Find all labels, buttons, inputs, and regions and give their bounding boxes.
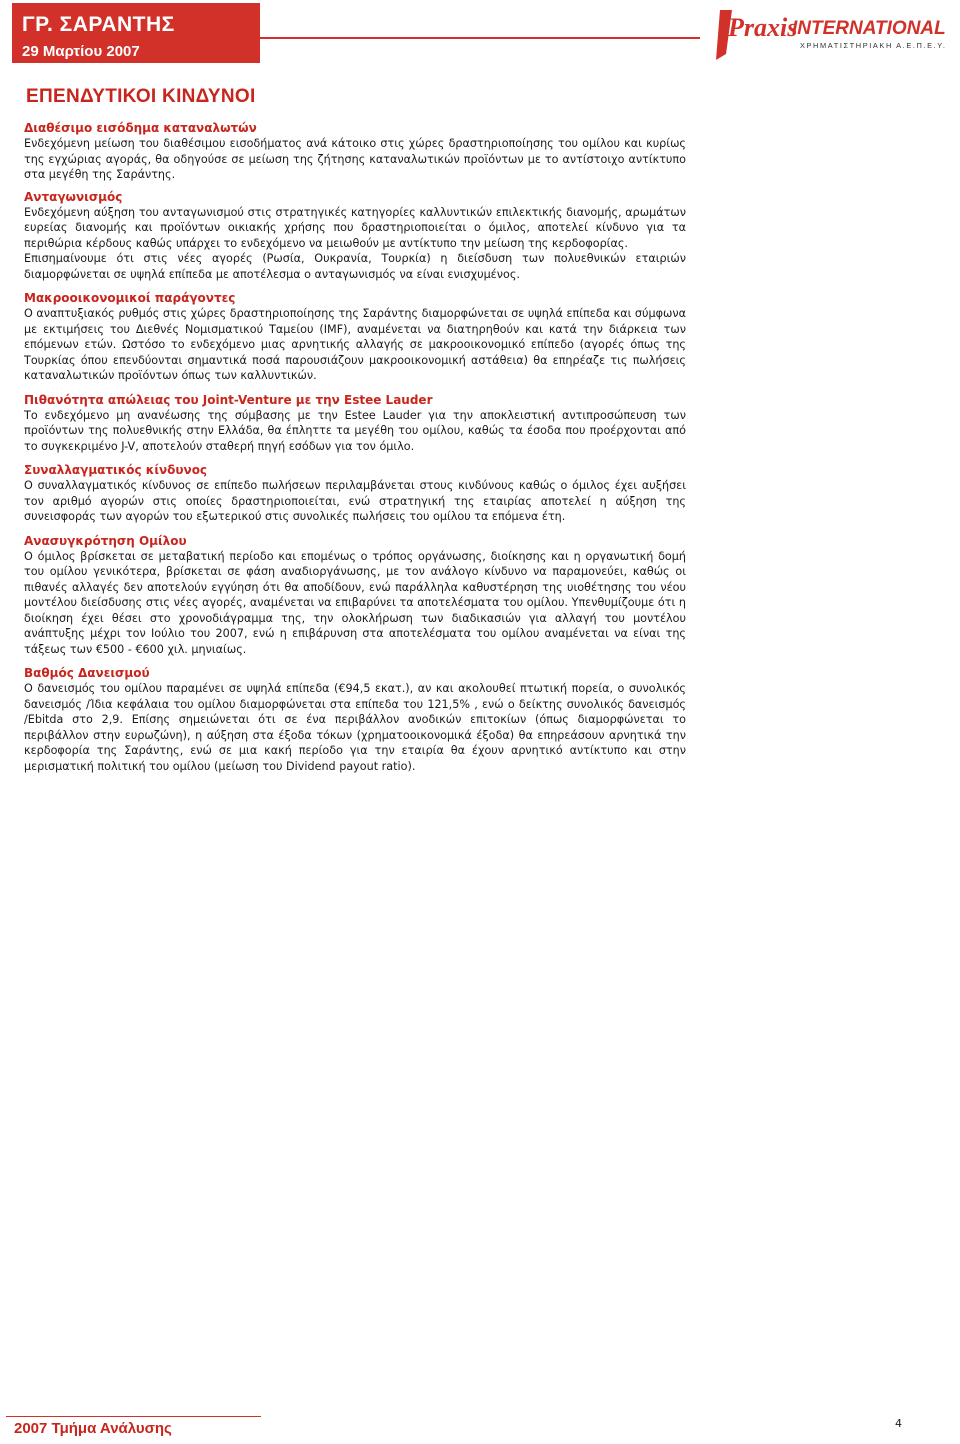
risk-section-disposable-income (24, 120, 686, 183)
header-banner (12, 3, 260, 63)
risk-heading: Ανταγωνισμός (24, 189, 123, 204)
logo-name: INTERNATIONAL (792, 18, 946, 39)
risk-sections (24, 120, 686, 774)
risk-heading: Μακροοικονομικοί παράγοντες (24, 291, 236, 305)
risk-section-macroeconomic (24, 290, 686, 384)
risk-paragraph: Ενδεχόμενη αύξηση του ανταγωνισμού στις στρατηγικές κατηγορίες καλλυντικών επιλεκτικής διανομής, αρωμάτων ευρείας διανομής και προϊόντων οικιακής χρήσης που δραστηριοποιείται ο όμιλος, αποτελεί κίνδυνο για τα περιθώρια κέρδους καθώς υπάρχει το ενδεχόμενο να μειωθούν με αντίκτυπο την μείωση της κερδοφορίας. (24, 205, 686, 250)
risk-heading: Ανασυγκρότηση Ομίλου (24, 533, 187, 548)
risk-section-fx (24, 462, 686, 525)
risk-paragraph: Ενδεχόμενη μείωση του διαθέσιμου εισοδήματος ανά κάτοικο στις χώρες δραστηριοποίησης του ομίλου και κυρίως της εγχώριας αγοράς, θα οδηγούσε σε μείωση της ζήτησης καταναλωτικών προϊόντων με το αντίστοιχο αντίκτυπο στα μεγέθη της Σαράντης. (24, 137, 686, 181)
header-divider (260, 37, 700, 39)
risk-section-competition (24, 189, 686, 283)
risk-paragraph: Το ενδεχόμενο μη ανανέωσης της σύμβασης με την Estee Lauder για την αποκλειστική αντιπροσώπευση των προϊόντων της πολυεθνικής στην Ελλάδα, θα έπληττε τα μεγέθη του ομίλου, καθώς τα έσοδα που προέρχονται από το συγκεκριμένο J-V, αποτελούν σταθερή πηγή εσόδων για τον όμιλο. (24, 408, 686, 453)
logo-mark: Praxis (728, 13, 798, 42)
risk-paragraph: Επισημαίνουμε ότι στις νέες αγορές (Ρωσία, Ουκρανία, Τουρκία) η διείσδυση των πολυεθνικών εταιριών διαμορφώνεται σε υψηλά επίπεδα με αποτέλεσμα ο ανταγωνισμός να είναι ενισχυμένος. (24, 252, 686, 281)
logo-subtitle: ΧΡΗΜΑΤΙΣΤΗΡΙΑΚΗ Α.Ε.Π.Ε.Υ. (800, 41, 947, 50)
risk-section-joint-venture (24, 392, 686, 455)
risk-paragraph: Ο συναλλαγματικός κίνδυνος σε επίπεδο πωλήσεων περιλαμβάνεται στους κινδύνους καθώς ο όμιλος έχει αυξήσει τον αριθμό αγορών στις οποίες δραστηριοποιείται, ενώ στρατηγική της εταιρίας αποτελεί η αύξηση της συνεισφοράς των αγορών του εξωτερικού στις συνολικές πωλήσεις του ομίλου τα επόμενα έτη. (24, 479, 686, 523)
risk-paragraph: Ο αναπτυξιακός ρυθμός στις χώρες δραστηριοποίησης της Σαράντης διαμορφώνεται σε υψηλά επίπεδα και σύμφωνα με εκτιμήσεις του Διεθνές Νομισματικού Ταμείου (IMF), αναμένεται να διατηρηθούν και κατά την διάρκεια των επόμενων ετών. Ωστόσο το ενδεχόμενο μιας αρνητικής αλλαγής σε μακροοικονομικό επίπεδο (αγορές όπως της Τουρκίας όπου επενδύονται σημαντικά ποσά παρουσιάζουν μακροοικονομική αστάθεια) θα επηρέαζε τις πωλήσεις καταναλωτικών προϊόντων όπως των καλλυντικών. (24, 307, 686, 382)
company-title: ΓΡ. ΣΑΡΑΝΤΗΣ (22, 13, 175, 36)
praxis-logo (710, 4, 960, 66)
risk-section-restructuring (24, 533, 686, 658)
risk-heading: Βαθμός Δανεισμού (24, 666, 150, 680)
risk-heading: Συναλλαγματικός κίνδυνος (24, 463, 208, 477)
risk-paragraph: Ο όμιλος βρίσκεται σε μεταβατική περίοδο και επομένως ο τρόπος οργάνωσης, διοίκησης και η οργανωτική δομή του ομίλου γενικότερα, βρίσκεται σε φάση αναδιοργάνωσης, με τον ανάλογο κίνδυνο να παραμονεύει, καθώς οι πιθανές αλλαγές δεν αποτελούν εγγύηση ότι θα αποδίδουν, ενώ παράλληλα καθυστέρηση της υιοθέτησης του νέου μοντέλου διείσδυσης στις νέες αγορές, αναμένεται να επιβαρύνει τα αποτελέσματα του ομίλου. Υπενθυμίζουμε ότι η διοίκηση έχει θέσει στο χρονοδιάγραμμα της, την ολοκλήρωση των διαδικασιών για αλλαγή του μοντέλου ανάπτυξης μέχρι τον Ιούλιο του 2007, ενώ η επιβάρυνση στα αποτελέσματα του ομίλου αναμένεται να είναι της τάξεως των €500 - €600 χιλ. μηνιαίως. (24, 549, 686, 656)
page-number: 4 (895, 1417, 902, 1430)
risk-section-leverage (24, 665, 686, 774)
report-date: 29 Μαρτίου 2007 (22, 43, 140, 60)
risk-heading: Πιθανότητα απώλειας του Joint-Venture με την Estee Lauder (24, 392, 433, 407)
footer-title: 2007 Τμήμα Ανάλυσης (14, 1420, 172, 1437)
risk-paragraph: Ο δανεισμός του ομίλου παραμένει σε υψηλά επίπεδα (€94,5 εκατ.), αν και ακολουθεί πτωτική πορεία, ο συνολικός δανεισμός /Ίδια κεφάλαια του ομίλου διαμορφώνεται στα επίπεδα του 121,5% , ενώ ο δείκτης συνολικός δανεισμός /Ebitda στο 2,9. Επίσης σημειώνεται ότι σε ένα περιβάλλον ανοδικών επιτοκίων (όπως διαμορφώνεται το περιβάλλον στην ευρωζώνη), η αύξηση στα έξοδα τόκων (χρηματοοικονομικά έξοδα) θα επηρεάσουν αρνητικά την κερδοφορία της Σαράντης, ενώ σε μια κακή περίοδο για την εταιρία θα έχουν αρνητικό αντίκτυπο και στην μερισματική πολιτική του ομίλου (μείωση του Dividend payout ratio). (24, 682, 686, 773)
risk-heading: Διαθέσιμο εισόδημα καταναλωτών (24, 121, 257, 135)
footer-divider (6, 1416, 261, 1417)
section-title: ΕΠΕΝΔΥΤΙΚΟΙ ΚΙΝΔΥΝΟΙ (26, 86, 256, 107)
